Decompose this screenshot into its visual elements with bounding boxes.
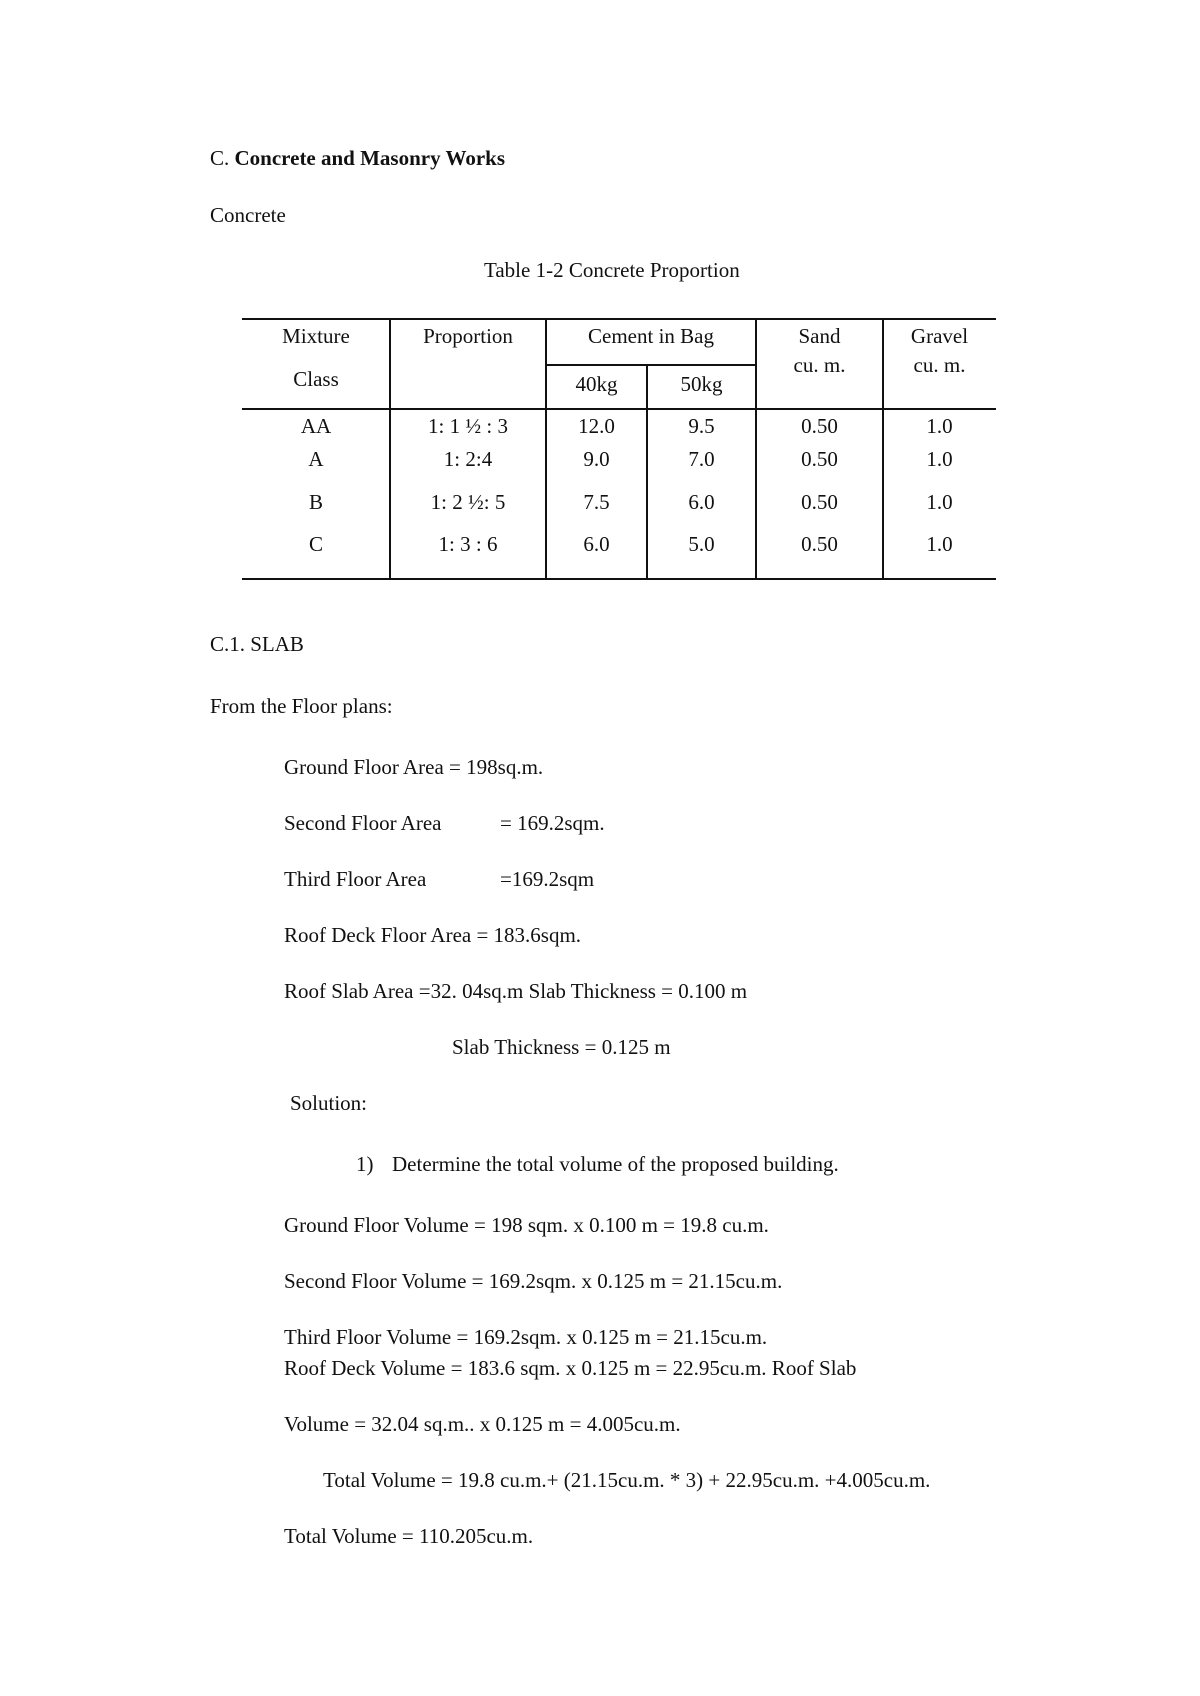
table-cell: 1: 3 : 6	[438, 532, 498, 556]
header-50kg: 50kg	[680, 372, 723, 396]
section-heading	[210, 146, 505, 171]
table-cell: 6.0	[688, 490, 715, 514]
table-header-rule	[242, 408, 996, 410]
second-floor-area-value: = 169.2sqm.	[500, 811, 605, 835]
table-cell: 12.0	[578, 414, 615, 438]
roof-slab-volume: Volume = 32.04 sq.m.. x 0.125 m = 4.005cu.m.	[284, 1412, 681, 1436]
table-cell: 1.0	[926, 447, 953, 471]
step-text: Determine the total volume of the proposed building.	[392, 1152, 839, 1176]
section-prefix: C.	[210, 146, 230, 170]
subsection-label: Concrete	[210, 203, 286, 227]
table-cell: B	[308, 490, 323, 514]
slab-heading: C.1. SLAB	[210, 632, 304, 656]
header-mixture: Mixture	[282, 324, 350, 348]
roof-slab-area: Roof Slab Area =32. 04sq.m Slab Thickness = 0.100 m	[284, 979, 748, 1003]
table-cell: 1: 2:4	[443, 447, 493, 471]
second-floor-volume: Second Floor Volume = 169.2sqm. x 0.125 m = 21.15cu.m.	[284, 1269, 783, 1293]
table-cell: 9.5	[688, 414, 715, 438]
header-sand-unit: cu. m.	[793, 353, 846, 377]
header-class: Class	[293, 367, 339, 391]
intro-text: From the Floor plans:	[210, 694, 393, 718]
table-cell: AA	[300, 414, 332, 438]
concrete-proportion-table	[242, 318, 996, 580]
table-cell: 7.5	[583, 490, 610, 514]
third-floor-area-label: Third Floor Area	[284, 867, 427, 891]
table-cell: 9.0	[583, 447, 610, 471]
table-cell: 1.0	[926, 490, 953, 514]
table-caption: Table 1-2 Concrete Proportion	[484, 258, 740, 282]
total-volume: Total Volume = 110.205cu.m.	[284, 1524, 534, 1548]
table-cell: 6.0	[583, 532, 610, 556]
table-cell: 1: 1 ½ : 3	[428, 414, 508, 438]
ground-floor-volume: Ground Floor Volume = 198 sqm. x 0.100 m = 19.8 cu.m.	[284, 1213, 769, 1237]
header-cement: Cement in Bag	[588, 324, 714, 348]
table-cell: 1: 2 ½: 5	[430, 490, 506, 514]
table-cell: C	[308, 532, 323, 556]
table-cell: 0.50	[801, 532, 838, 556]
table-cell: 0.50	[801, 447, 838, 471]
total-volume-formula: Total Volume = 19.8 cu.m.+ (21.15cu.m. * 3) + 22.95cu.m. +4.005cu.m.	[323, 1468, 931, 1492]
header-sand: Sand	[798, 324, 841, 348]
table-cell: 5.0	[688, 532, 715, 556]
table-cell: A	[308, 447, 324, 471]
table-cell: 7.0	[688, 447, 715, 471]
section-title: Concrete and Masonry Works	[234, 146, 505, 170]
ground-floor-area: Ground Floor Area = 198sq.m.	[284, 755, 544, 779]
roof-deck-area: Roof Deck Floor Area = 183.6sqm.	[284, 923, 582, 947]
header-gravel-unit: cu. m.	[913, 353, 966, 377]
second-floor-area-label: Second Floor Area	[284, 811, 442, 835]
roof-deck-volume: Roof Deck Volume = 183.6 sqm. x 0.125 m = 22.95cu.m. Roof Slab	[284, 1356, 857, 1380]
header-proportion: Proportion	[423, 324, 513, 348]
slab-thickness: Slab Thickness = 0.125 m	[452, 1035, 671, 1059]
table-cell: 1.0	[926, 414, 953, 438]
table-cell: 0.50	[801, 414, 838, 438]
header-gravel: Gravel	[910, 324, 969, 348]
third-floor-volume: Third Floor Volume = 169.2sqm. x 0.125 m = 21.15cu.m.	[284, 1325, 768, 1349]
solution-label: Solution:	[290, 1091, 368, 1115]
table-cell: 1.0	[926, 532, 953, 556]
step-number: 1)	[356, 1152, 374, 1176]
table-cell: 0.50	[801, 490, 838, 514]
table-divider	[546, 364, 756, 366]
header-40kg: 40kg	[575, 372, 618, 396]
third-floor-area-value: =169.2sqm	[500, 867, 595, 891]
